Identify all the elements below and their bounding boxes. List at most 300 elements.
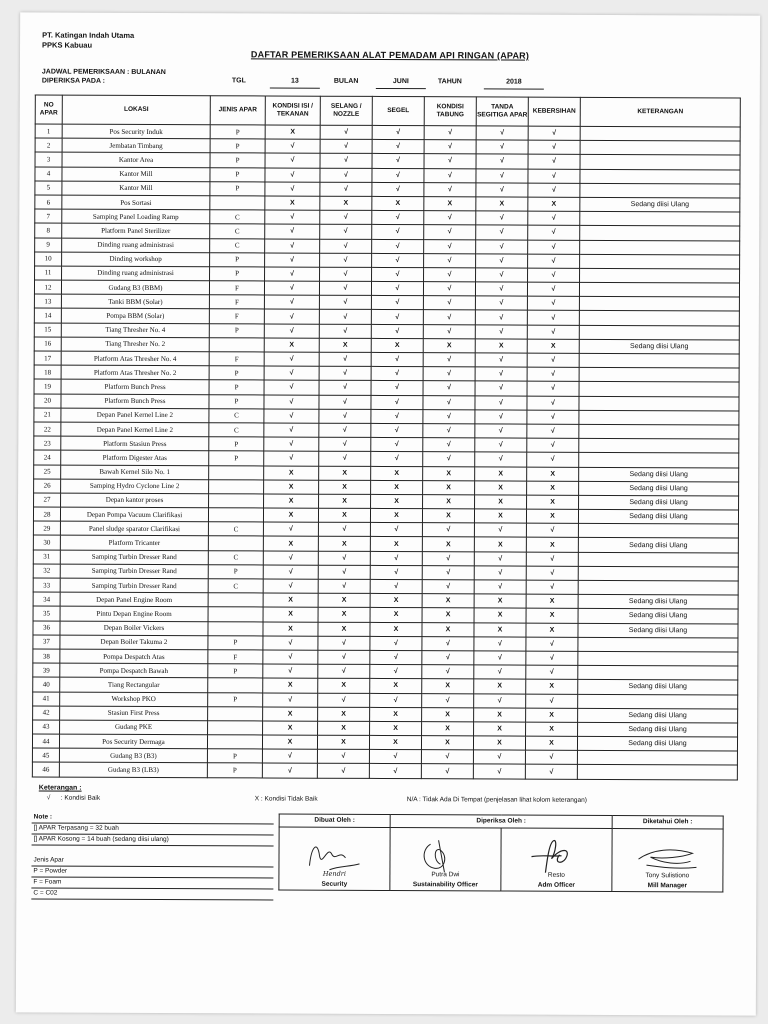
no-apar-cell: 29 [33,521,60,535]
check-mark-cell: √ [320,154,372,168]
check-mark-cell: √ [317,764,369,778]
check-mark-cell: √ [476,211,528,225]
keterangan-cell: Sedang diisi Ulang [578,538,738,553]
check-mark-cell: √ [527,367,579,381]
check-mark-cell: √ [474,523,526,537]
check-mark-cell: √ [372,154,424,168]
check-mark-cell: √ [371,409,423,423]
jenis-cell: P [210,181,265,195]
jenis-p: P = Powder [31,866,273,878]
no-apar-cell: 8 [35,223,62,237]
dibuat-label: Dibuat Oleh : [279,814,390,827]
keterangan-cell [578,580,738,595]
header-cell: SELANG / NOZZLE [320,96,372,125]
schedule-label: JADWAL PEMERIKSAAN : BULANAN [41,68,166,77]
note-terpasang: [] APAR Terpasang = 32 buah [32,823,274,835]
keterangan-cell [578,524,738,539]
no-apar-cell: 37 [33,635,60,649]
check-mark-cell: √ [319,395,371,409]
check-mark-cell: √ [421,750,473,764]
check-mark-cell: √ [528,140,580,154]
lokasi-cell: Tiang Thresher No. 4 [61,323,209,338]
jenis-cell [210,196,265,210]
check-mark-cell: X [318,508,370,522]
check-mark-cell: √ [370,665,422,679]
check-mark-cell: √ [423,296,475,310]
check-mark-cell: √ [422,551,474,565]
keterangan-cell: Sedang diisi Ulang [578,595,738,610]
check-mark-cell: √ [528,211,580,225]
check-mark-cell: √ [263,636,318,650]
jenis-cell [208,621,263,635]
check-mark-cell: √ [370,693,422,707]
check-mark-cell: √ [318,579,370,593]
check-mark-cell: X [320,196,372,210]
lokasi-cell: Dinding ruang administrasi [62,266,210,281]
no-apar-cell: 3 [35,152,62,166]
check-mark-cell: √ [475,452,527,466]
check-mark-cell: √ [265,267,320,281]
lokasi-cell: Kantor Area [62,152,210,167]
check-mark-cell: √ [476,225,528,239]
check-mark-cell: √ [476,154,528,168]
lokasi-cell: Dinding ruang administrasi [62,238,210,253]
check-mark-cell: √ [319,409,371,423]
check-mark-cell: X [318,537,370,551]
keterangan-cell: Sedang diisi Ulang [578,722,738,737]
check-mark-cell: X [319,480,371,494]
keterangan-cell [579,325,739,340]
check-mark-cell: √ [422,636,474,650]
check-mark-cell: X [474,708,526,722]
check-mark-cell: √ [423,381,475,395]
signature-scribble-icon [632,837,702,875]
keterangan-cell [580,211,740,226]
table-header-row [35,95,740,127]
tahun-value: 2018 [484,78,544,89]
keterangan-cell [578,651,738,666]
check-mark-cell: √ [423,324,475,338]
check-mark-cell: √ [265,238,320,252]
signature-sustainability [390,828,501,891]
check-mark-cell: X [474,608,526,622]
check-mark-cell: √ [264,437,319,451]
keterangan-cell [579,438,739,453]
check-mark-cell: √ [319,452,371,466]
check-mark-cell: √ [265,139,320,153]
check-mark-cell: √ [526,523,578,537]
check-mark-cell: √ [319,423,371,437]
check-mark-cell: √ [475,367,527,381]
check-mark-cell: X [263,593,318,607]
check-mark-cell: √ [423,310,475,324]
keterangan-cell: Sedang diisi Ulang [578,708,738,723]
tgl-label: TGL [231,77,246,85]
check-mark-cell: √ [475,282,527,296]
check-mark-cell: X [369,735,421,749]
check-mark-cell: X [371,480,423,494]
check-mark-cell: √ [372,225,424,239]
check-mark-cell: X [370,608,422,622]
jenis-cell [207,735,262,749]
adm-role: Adm Officer [537,881,575,889]
no-apar-cell: 46 [32,762,59,776]
check-mark-cell: √ [527,282,579,296]
check-mark-cell: √ [319,310,371,324]
check-mark-cell: √ [528,154,580,168]
check-mark-cell: √ [265,153,320,167]
check-mark-cell: X [423,466,475,480]
no-apar-cell: 1 [35,124,62,138]
lokasi-cell: Samping Turbin Dresser Rand [60,564,208,579]
check-mark-cell: √ [424,154,476,168]
sustainability-name: Putra Dwi [431,871,460,879]
header-cell: KEBERSIHAN [528,97,580,126]
check-mark-cell: √ [319,437,371,451]
check-mark-cell: √ [526,637,578,651]
check-mark-cell: √ [265,253,320,267]
check-mark-cell: X [370,508,422,522]
jenis-cell: P [208,692,263,706]
document-title: DAFTAR PEMERIKSAAN ALAT PEMADAM API RINGAN (APAR) [250,49,530,61]
no-apar-cell: 16 [34,337,61,351]
check-mark-cell: X [422,537,474,551]
check-mark-cell: √ [424,140,476,154]
check-mark-cell: X [318,593,370,607]
check-mark-cell: √ [264,324,319,338]
check-mark-cell: √ [318,551,370,565]
keterangan-cell: Sedang diisi Ulang [578,509,738,524]
check-mark-cell: √ [370,523,422,537]
check-mark-cell: √ [265,168,320,182]
signature-manager [612,828,723,891]
check-mark-cell: X [263,622,318,636]
check-mark-cell: √ [370,551,422,565]
keterangan-cell [580,254,740,269]
check-mark-cell: √ [369,764,421,778]
check-mark-cell: √ [474,566,526,580]
check-mark-cell: √ [371,423,423,437]
jenis-cell [208,536,263,550]
lokasi-cell: Depan kantor proses [61,493,209,508]
check-mark-cell: X [473,736,525,750]
header-cell: NO APAR [35,95,62,124]
no-apar-cell: 7 [35,209,62,223]
check-mark-cell: √ [371,281,423,295]
keterangan-cell: Sedang diisi Ulang [579,339,739,354]
keterangan-cell [578,665,738,680]
check-mark-cell: X [424,197,476,211]
check-mark-cell: √ [476,168,528,182]
signature-adm [501,828,612,891]
check-mark-cell: √ [371,296,423,310]
check-mark-cell: X [318,608,370,622]
check-mark-cell: √ [423,367,475,381]
lokasi-cell: Gudang PKE [60,720,208,735]
check-mark-cell: X [263,536,318,550]
jenis-cell [208,593,263,607]
header-cell: KONDISI TABUNG [424,97,476,126]
schedule-block [42,67,166,86]
legend-title: Keterangan : [38,784,82,792]
check-mark-cell: X [422,722,474,736]
check-mark-cell: √ [371,438,423,452]
check-mark-cell: X [526,594,578,608]
keterangan-cell [579,410,739,425]
jenis-cell: P [210,167,265,181]
keterangan-cell [578,637,738,652]
check-mark-cell: √ [320,168,372,182]
check-mark-cell: √ [320,253,372,267]
jenis-cell: F [209,295,264,309]
diketahui-label: Diketahui Oleh : [612,815,723,828]
check-mark-cell: √ [526,552,578,566]
lokasi-cell: Tiang Thresher No. 2 [61,337,209,352]
no-apar-cell: 5 [35,181,62,195]
check-mark-cell: X [370,707,422,721]
lokasi-cell: Depan Boiler Vickers [60,621,208,636]
check-mark-cell: √ [527,381,579,395]
check-mark-cell: √ [476,183,528,197]
jenis-cell: C [209,423,264,437]
check-mark-cell: √ [369,750,421,764]
no-apar-cell: 9 [35,237,62,251]
lokasi-cell: Depan Panel Kernel Line 2 [61,408,209,423]
keterangan-cell [579,396,739,411]
signature-table [278,814,723,893]
check-mark-cell: X [526,708,578,722]
keterangan-cell [580,155,740,170]
check-mark-cell: √ [371,381,423,395]
no-apar-cell: 22 [34,422,61,436]
jenis-cell: P [209,323,264,337]
check-mark-cell: √ [263,692,318,706]
check-mark-cell: X [265,125,320,139]
signature-security [279,827,390,890]
jenis-cell: C [209,408,264,422]
check-mark-cell: X [527,495,579,509]
check-mark-cell: √ [528,225,580,239]
check-mark-cell: √ [263,565,318,579]
keterangan-cell [578,566,738,581]
no-apar-cell: 30 [33,535,60,549]
check-mark-cell: √ [372,239,424,253]
keterangan-cell [579,297,739,312]
check-mark-cell: √ [372,211,424,225]
check-mark-cell: √ [320,267,372,281]
check-mark-cell: √ [527,452,579,466]
jenis-cell: P [210,153,265,167]
lokasi-cell: Pos Security Dermaga [59,734,207,749]
signature-scribble-icon [410,836,480,874]
lokasi-cell: Dinding workshop [62,252,210,267]
check-mark-cell: X [264,480,319,494]
manager-name: Tony Sulistiono [645,872,690,880]
no-apar-cell: 25 [34,464,61,478]
check-mark-cell: √ [263,579,318,593]
document-page [16,12,760,1015]
jenis-cell: P [208,635,263,649]
lokasi-cell: Pos Security Induk [62,124,210,139]
check-mark-cell: X [263,678,318,692]
check-mark-cell: √ [526,651,578,665]
jenis-cell: P [209,451,264,465]
lokasi-cell: Samping Hydro Cyclone Line 2 [61,479,209,494]
check-mark-cell: √ [527,424,579,438]
check-mark-cell: X [319,338,371,352]
no-apar-cell: 6 [35,195,62,209]
check-mark-cell: √ [263,551,318,565]
tahun-label: TAHUN [437,78,462,86]
check-mark-cell: √ [527,438,579,452]
check-mark-cell: √ [525,750,577,764]
check-mark-cell: X [527,481,579,495]
no-apar-cell: 17 [34,351,61,365]
no-apar-cell: 13 [34,294,61,308]
no-apar-cell: 18 [34,365,61,379]
lokasi-cell: Platform Panel Sterilizer [62,223,210,238]
jenis-cell: C [208,522,263,536]
jenis-c: C = C02 [31,888,273,900]
check-mark-cell: √ [474,637,526,651]
check-mark-cell: √ [475,310,527,324]
jenis-cell [209,479,264,493]
check-mark-cell: X [423,338,475,352]
no-apar-cell: 28 [33,507,60,521]
check-mark-cell: √ [473,750,525,764]
check-mark-cell: X [370,721,422,735]
check-mark-cell: √ [422,693,474,707]
keterangan-cell [579,368,739,383]
lokasi-cell: Pintu Depan Engine Room [60,606,208,621]
check-mark-cell: √ [527,396,579,410]
check-mark-cell: X [262,735,317,749]
check-mark-cell: X [423,480,475,494]
lokasi-cell: Gudang B3 (LB3) [59,763,207,778]
check-mark-cell: X [371,338,423,352]
check-mark-cell: X [263,721,318,735]
check-mark-cell: √ [423,409,475,423]
check-mark-cell: X [474,509,526,523]
check-mark-cell: X [318,679,370,693]
sustainability-role: Sustainability Officer [412,881,478,889]
check-mark-cell: X [526,722,578,736]
lokasi-cell: Platform Digester Atas [61,450,209,465]
check-mark-cell: √ [527,410,579,424]
no-apar-cell: 12 [34,280,61,294]
no-apar-cell: 35 [33,606,60,620]
check-mark-cell: √ [264,395,319,409]
check-mark-cell: √ [319,324,371,338]
check-mark-cell: √ [318,650,370,664]
check-mark-cell: √ [526,665,578,679]
check-mark-cell: X [421,736,473,750]
keterangan-cell [577,765,737,780]
lokasi-cell: Platform Bunch Press [61,379,209,394]
lokasi-cell: Depan Panel Kernel Line 2 [61,422,209,437]
check-mark-cell: √ [320,210,372,224]
check-mark-cell: X [527,339,579,353]
check-mark-cell: X [370,679,422,693]
jenis-cell: C [210,238,265,252]
check-mark-cell: √ [528,183,580,197]
jenis-cell [209,338,264,352]
check-mark-cell: √ [262,749,317,763]
check-mark-cell: √ [319,352,371,366]
keterangan-cell [579,311,739,326]
check-mark-cell: √ [371,395,423,409]
check-mark-cell: X [527,467,579,481]
check-mark-cell: √ [475,353,527,367]
keterangan-cell [580,169,740,184]
check-mark-cell: √ [265,224,320,238]
jenis-cell: F [209,281,264,295]
check-mark-cell: √ [319,366,371,380]
check-mark-cell: √ [372,125,424,139]
no-apar-cell: 33 [33,578,60,592]
check-mark-cell: √ [527,325,579,339]
check-mark-cell: √ [318,636,370,650]
check-mark-cell: X [474,622,526,636]
check-mark-cell: √ [526,694,578,708]
no-apar-cell: 41 [33,691,60,705]
check-mark-cell: X [526,623,578,637]
jenis-cell: C [208,579,263,593]
check-mark-cell: √ [370,579,422,593]
header-cell: SEGEL [372,96,424,125]
no-apar-cell: 44 [32,734,59,748]
check-mark-cell: √ [424,182,476,196]
jenis-cell: C [210,210,265,224]
no-apar-cell: 43 [33,720,60,734]
check-mark-cell: √ [371,367,423,381]
adm-name: Resto [547,871,565,879]
check-mark-cell: √ [474,651,526,665]
no-apar-cell: 36 [33,621,60,635]
check-mark-cell: √ [475,438,527,452]
check-mark-cell: √ [476,254,528,268]
legend-ok-symbol: √ [46,794,51,802]
jenis-cell: C [210,224,265,238]
check-mark-cell: X [422,608,474,622]
check-mark-cell: √ [527,353,579,367]
jenis-title: Jenis Apar [31,855,273,867]
check-mark-cell: X [474,537,526,551]
keterangan-cell [580,126,740,141]
note-kosong: [] APAR Kosong = 14 buah (sedang diisi ulang) [32,834,274,846]
check-mark-cell: √ [424,211,476,225]
security-role: Security [321,880,348,888]
lokasi-cell: Panel sludge sparator Clarifikasi [60,521,208,536]
check-mark-cell: X [371,466,423,480]
check-mark-cell: X [319,494,371,508]
jenis-cell [208,721,263,735]
keterangan-cell: Sedang diisi Ulang [579,495,739,510]
keterangan-cell: Sedang diisi Ulang [578,609,738,624]
check-mark-cell: X [526,538,578,552]
lokasi-cell: Pos Sortasi [62,195,210,210]
apar-table [32,94,741,780]
check-mark-cell: √ [264,380,319,394]
check-mark-cell: √ [372,140,424,154]
jenis-cell [208,607,263,621]
check-mark-cell: √ [371,452,423,466]
check-mark-cell: √ [264,409,319,423]
lokasi-cell: Kantor Mill [62,167,210,182]
check-mark-cell: √ [264,281,319,295]
jenis-cell: P [209,437,264,451]
tgl-value: 13 [270,77,320,88]
